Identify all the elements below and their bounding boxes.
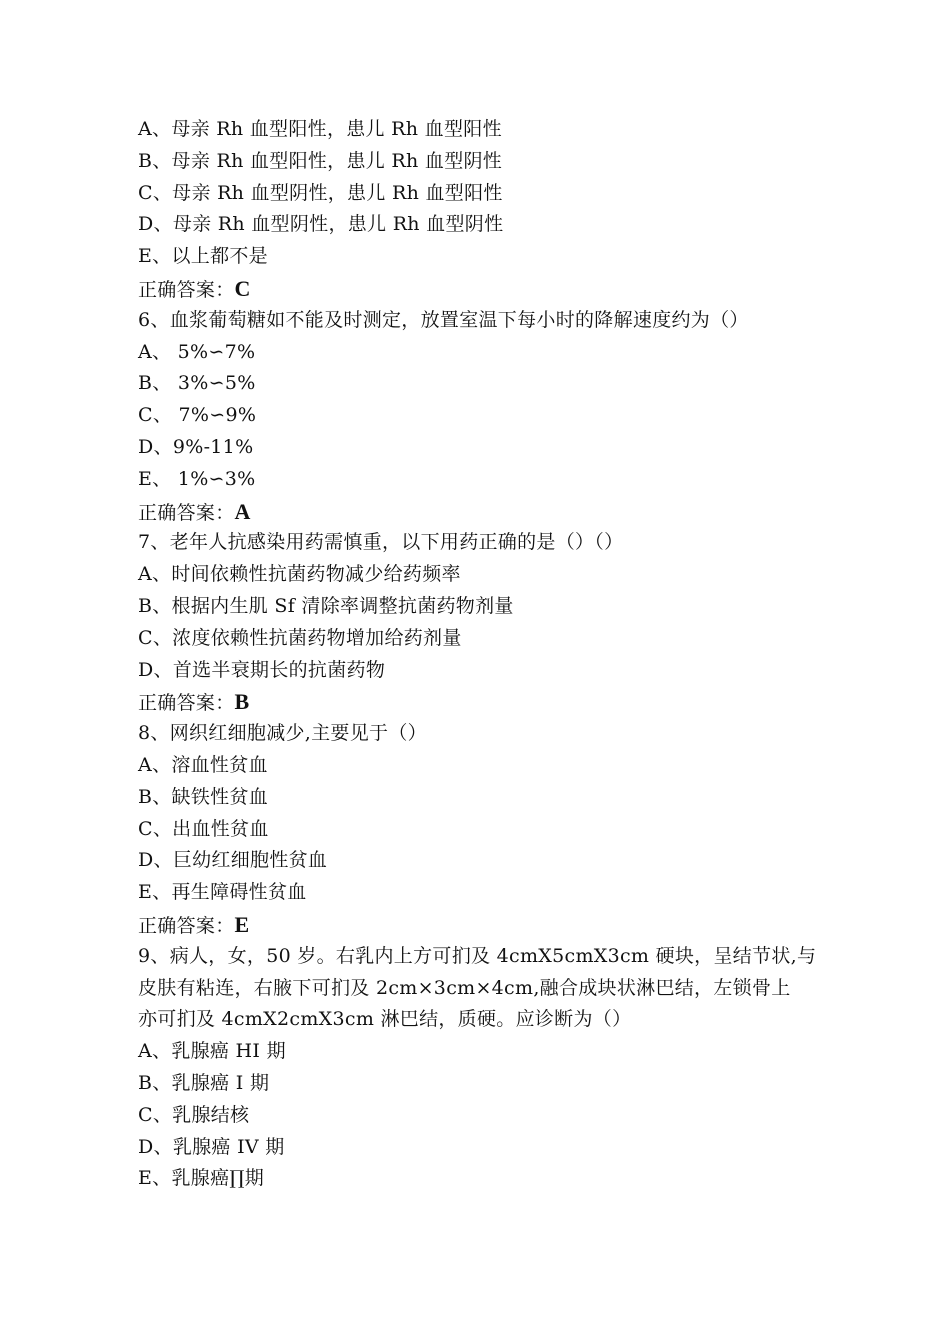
answer-value: A [234,498,251,524]
answer-label: 正确答案： [138,278,235,301]
option-b: B、乳腺癌 I 期 [138,1071,270,1094]
option-d: D、巨幼红细胞性贫血 [138,849,328,872]
option-a: A、 5%∽7% [138,340,256,363]
question-stem: 6、血浆葡萄糖如不能及时测定，放置室温下每小时的降解速度约为（） [138,308,749,331]
question-stem: 8、网织红细胞减少,主要见于（） [138,722,427,745]
option-a: A、母亲 Rh 血型阳性，患儿 Rh 血型阳性 [138,118,502,140]
answer-line [138,496,818,528]
answer-label: 正确答案： [138,692,235,715]
answer-value: E [234,911,250,937]
answer-label: 正确答案： [138,501,235,524]
question-stem-line-3: 亦可扪及 4cmX2cmX3cm 淋巴结，质硬。应诊断为（） [138,1008,632,1031]
option-e: E、以上都不是 [138,245,268,268]
question-stem-line-2: 皮肤有粘连，右腋下可扪及 2cm×3cm×4cm,融合成块状淋巴结，左锁骨上 [138,976,791,999]
option-c: C、母亲 Rh 血型阴性，患儿 Rh 血型阳性 [138,181,503,204]
answer-line [138,273,818,305]
option-d: D、首选半衰期长的抗菌药物 [138,658,386,681]
question-stem: 7、老年人抗感染用药需慎重，以下用药正确的是（）（） [138,531,624,554]
option-c: C、浓度依赖性抗菌药物增加给药剂量 [138,626,462,649]
option-d: D、母亲 Rh 血型阴性，患儿 Rh 血型阴性 [138,213,504,236]
document-content [138,114,818,1195]
option-c: C、 7%∽9% [138,404,257,427]
answer-value: C [234,275,251,301]
option-a: A、乳腺癌 HI 期 [138,1040,286,1063]
option-a: A、溶血性贫血 [138,753,268,776]
answer-value: B [234,689,250,715]
answer-line [138,686,818,718]
option-d: D、乳腺癌 IV 期 [138,1135,285,1158]
option-e: E、乳腺癌∏期 [138,1167,265,1190]
option-d: D、9%-11% [138,435,254,458]
option-a: A、时间依赖性抗菌药物减少给药频率 [138,563,461,586]
option-c: C、出血性贫血 [138,817,269,840]
option-e: E、再生障碍性贫血 [138,881,307,904]
option-c: C、乳腺结核 [138,1103,250,1126]
answer-line [138,909,818,941]
option-b: B、根据内生肌 Sf 清除率调整抗菌药物剂量 [138,594,514,617]
option-b: B、 3%∽5% [138,372,256,395]
answer-label: 正确答案： [138,914,235,937]
option-e: E、 1%∽3% [138,467,256,490]
option-b: B、母亲 Rh 血型阳性，患儿 Rh 血型阴性 [138,149,503,172]
question-stem-line-1: 9、病人，女，50 岁。右乳内上方可扪及 4cmX5cmX3cm 硬块，呈结节状,与 [138,944,817,967]
option-b: B、缺铁性贫血 [138,785,269,808]
